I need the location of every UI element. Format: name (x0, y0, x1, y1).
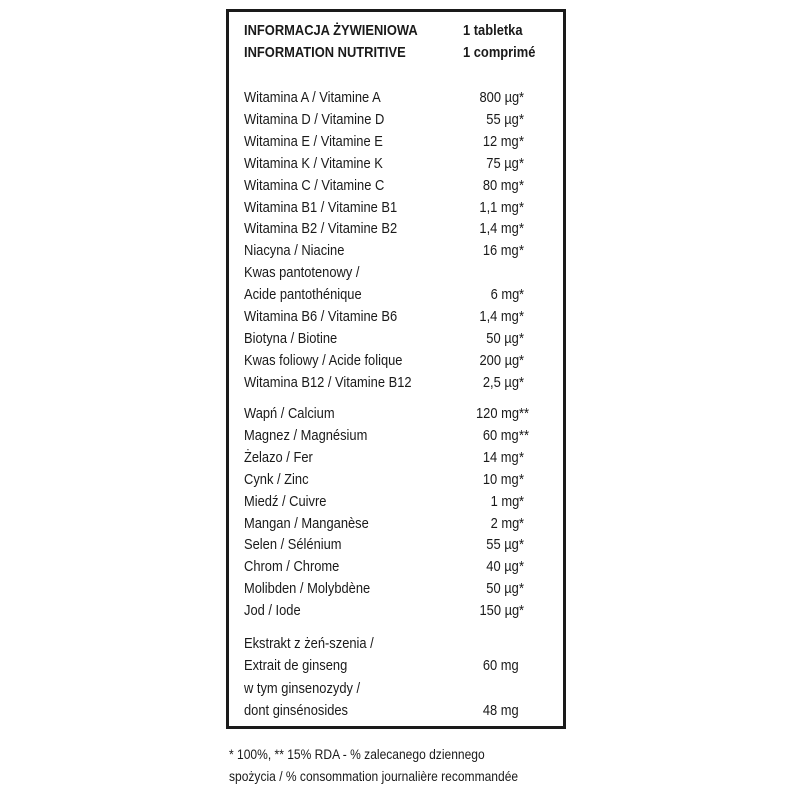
rda-footnote-mark: * (519, 373, 525, 391)
rda-footnote-mark: * (519, 220, 525, 238)
nutrient-row (244, 633, 544, 655)
nutrient-row (244, 350, 544, 372)
rda-footnote-mark: * (519, 242, 525, 260)
nutrient-amount: 120 mg (475, 405, 519, 422)
nutrient-label: Kwas foliowy / Acide folique (244, 351, 403, 369)
nutrient-row (244, 175, 544, 197)
nutrient-label: Wapń / Calcium (244, 405, 335, 422)
rda-footnote-mark: * (519, 132, 525, 150)
nutrient-amount: 150 µg (479, 602, 519, 620)
nutrient-label: Witamina B6 / Vitamine B6 (244, 308, 398, 325)
rda-footnote-mark: * (519, 448, 525, 466)
nutrient-amount: 2 mg (490, 514, 519, 532)
rda-footnote-mark: * (519, 470, 525, 488)
rda-footnote-mark: * (519, 286, 525, 304)
nutrient-amount: 6 mg (490, 286, 519, 304)
rda-footnote-mark: * (519, 176, 525, 194)
nutrient-label: Selen / Sélénium (244, 536, 342, 554)
nutrient-amount: 1,1 mg (479, 198, 519, 216)
rda-footnote-mark: * (519, 558, 525, 576)
nutrient-amount: 55 µg (486, 536, 519, 554)
nutrient-label: Biotyna / Biotine (244, 329, 338, 347)
nutrient-amount: 40 µg (486, 558, 519, 576)
footnote-line-2: spożycia / % consommation journalière recommandée (229, 768, 519, 784)
nutrient-row (244, 372, 544, 394)
nutrient-row (244, 678, 544, 700)
nutrient-row (244, 447, 544, 469)
nutrient-label: Witamina E / Vitamine E (244, 132, 383, 150)
nutrient-label: Witamina B1 / Vitamine B1 (244, 198, 398, 216)
rda-footnote-mark: * (519, 514, 525, 532)
nutrient-amount: 10 mg (483, 470, 519, 488)
title-polish: INFORMACJA ŻYWIENIOWA (244, 22, 418, 39)
nutrient-label: Żelazo / Fer (244, 448, 313, 466)
rda-footnote-mark: * (519, 154, 525, 172)
footnote-line-1: * 100%, ** 15% RDA - % zalecanego dziennego (229, 746, 485, 762)
nutrient-label: Witamina D / Vitamine D (244, 110, 385, 128)
nutrient-row (244, 469, 544, 491)
nutrient-row (244, 87, 544, 109)
rda-footnote-mark: * (519, 351, 525, 369)
nutrient-amount: 200 µg (479, 351, 519, 369)
nutrient-label: Ekstrakt z żeń-szenia / (244, 635, 374, 652)
nutrient-row (244, 306, 544, 328)
rda-footnote-mark: * (519, 198, 525, 216)
nutrient-row (244, 218, 544, 240)
title-french: INFORMATION NUTRITIVE (244, 44, 406, 61)
nutrient-amount: 1 mg (490, 492, 519, 510)
nutrient-row (244, 197, 544, 219)
nutrient-label: dont ginsénosides (244, 701, 349, 719)
nutrient-amount: 800 µg (479, 89, 519, 106)
serving-french: 1 comprimé (463, 44, 536, 61)
nutrient-row (244, 284, 544, 306)
nutrient-label: Acide pantothénique (244, 286, 362, 304)
nutrient-amount: 12 mg (483, 132, 519, 150)
nutrient-label: Magnez / Magnésium (244, 426, 368, 444)
nutrient-amount: 60 mg (483, 426, 519, 444)
nutrient-amount: 50 µg (486, 580, 519, 598)
nutrient-amount: 75 µg (486, 154, 519, 172)
nutrient-label: Witamina B2 / Vitamine B2 (244, 220, 398, 238)
nutrient-row (244, 491, 544, 513)
nutrient-row (244, 262, 544, 284)
nutrient-label: Niacyna / Niacine (244, 242, 345, 260)
nutrient-row (244, 131, 544, 153)
nutrient-amount: 1,4 mg (479, 308, 519, 325)
nutrient-label: Witamina K / Vitamine K (244, 154, 383, 172)
rda-footnote-mark: * (519, 329, 525, 347)
rda-footnote-mark: ** (519, 405, 530, 422)
serving-polish: 1 tabletka (463, 22, 523, 39)
nutrient-amount: 14 mg (483, 448, 519, 466)
nutrient-row (244, 578, 544, 600)
nutrient-amount: 60 mg (483, 657, 519, 675)
nutrient-row (244, 240, 544, 262)
nutrient-row (244, 700, 544, 722)
nutrient-row (244, 513, 544, 535)
nutrient-label: Cynk / Zinc (244, 470, 309, 488)
nutrient-row (244, 153, 544, 175)
nutrient-label: Witamina B12 / Vitamine B12 (244, 373, 412, 391)
nutrient-label: Witamina C / Vitamine C (244, 176, 385, 194)
nutrient-label: Miedź / Cuivre (244, 492, 327, 510)
nutrient-row (244, 556, 544, 578)
nutrient-row (244, 328, 544, 350)
nutrient-label: Kwas pantotenowy / (244, 264, 360, 282)
nutrient-amount: 80 mg (483, 176, 519, 194)
nutrient-row (244, 600, 544, 622)
nutrient-row (244, 534, 544, 556)
nutrient-label: Witamina A / Vitamine A (244, 89, 381, 106)
nutrient-amount: 48 mg (483, 701, 519, 719)
nutrient-label: Chrom / Chrome (244, 558, 340, 576)
rda-footnote-mark: * (519, 580, 525, 598)
rda-footnote-mark: * (519, 308, 525, 325)
nutrient-label: Mangan / Manganèse (244, 514, 369, 532)
nutrient-amount: 55 µg (486, 110, 519, 128)
nutrient-amount: 1,4 mg (479, 220, 519, 238)
nutrient-row (244, 109, 544, 131)
nutrient-label: Molibden / Molybdène (244, 580, 371, 598)
rda-footnote-mark: * (519, 536, 525, 554)
nutrient-label: w tym ginsenozydy / (244, 679, 361, 697)
rda-footnote-mark: ** (519, 426, 530, 444)
rda-footnote-mark: * (519, 492, 525, 510)
nutrient-amount: 50 µg (486, 329, 519, 347)
nutrient-row (244, 655, 544, 677)
nutrient-label: Extrait de ginseng (244, 657, 348, 675)
rda-footnote-mark: * (519, 602, 525, 620)
rda-footnote-mark: * (519, 110, 525, 128)
nutrient-amount: 16 mg (483, 242, 519, 260)
nutrient-label: Jod / Iode (244, 602, 301, 620)
rda-footnote-mark: * (519, 89, 525, 106)
nutrient-row (244, 425, 544, 447)
nutrient-amount: 2,5 µg (482, 373, 519, 391)
nutrient-row (244, 403, 544, 425)
